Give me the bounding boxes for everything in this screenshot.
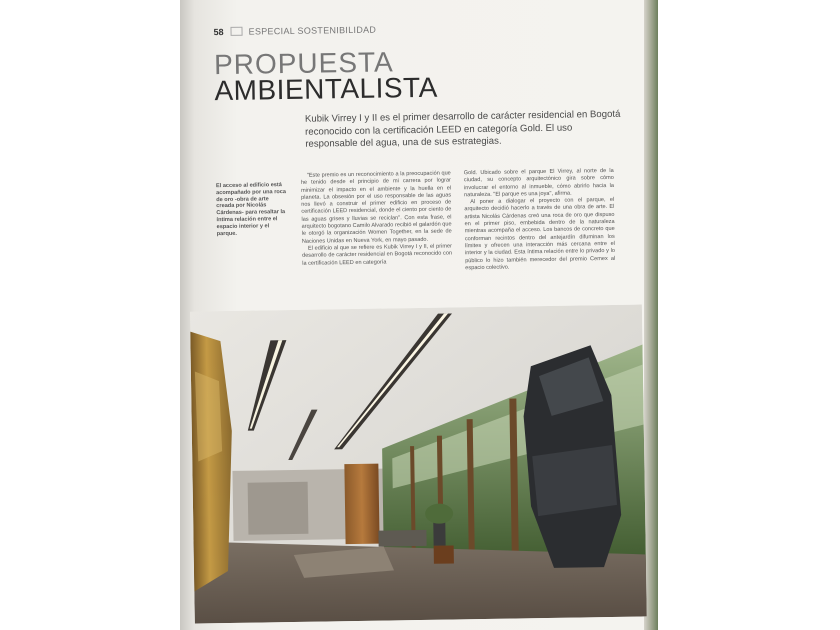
body-paragraph: Al poner a dialogar el proyecto con el parque, el arquitecto decidió hacerlo a través de una obra de arte. El artista Nicolás Cárdenas creó una roca de oro que dispuso en el primer piso, embebida dentro de la naturaleza mientras acompaña el acceso. Los bancos de concreto que conforman recintos dentro del antejardín difuminan los límites y ofrecen una interacción más cercana entre el interior y la ciudad. Esta íntima relación entre lo privado y lo público lo hizo también merecedor del premio Cemex al espacio colectivo. (464, 197, 616, 272)
page-number: 58 (213, 27, 224, 38)
section-marker-icon (230, 27, 242, 36)
body-paragraph: "Este premio es un reconocimiento a la preocupación que he tenido desde el principio de mi carrera por lograr minimizar el impacto en el ambiente y la huella en el planeta. La obsesión por el uso responsable de las aguas nos llevó a construir el primer edificio en proceso de certificación LEED residencial, donde el ciento por ciento de las aguas grises y lluvias se reciclan". Con esta frase, el arquitecto bogotano Camilo Alvarado recibió el galardón que le otorgó la organización Women Together, en la sede de Naciones Unidas en Nueva York, en mayo pasado. (300, 170, 452, 245)
body-paragraph: El edificio al que se refiere es Kubik Virrey I y II, el primer desarrollo de carácter residencial en Bogotá reconocido con la certificación LEED en categoría (302, 243, 453, 267)
page-folio (213, 25, 376, 38)
title-line-1: PROPUESTA (213, 46, 394, 81)
body-paragraph: Gold. Ubicado sobre el parque El Virrey, al norte de la ciudad, su concepto arquitectónico gira sobre cómo involucrar el entorno al inmueble, cómo abrirlo hacia la naturaleza. "El parque es una joya", afirma. (463, 167, 615, 199)
section-name: ESPECIAL SOSTENIBILIDAD (248, 24, 377, 37)
article-lead: Kubik Virrey I y II es el primer desarrollo de carácter residencial en Bogotá reconocido con la certificación LEED en categoría Gold. El uso responsable del agua, una de sus estrategias. (304, 108, 621, 150)
body-column-1 (301, 170, 452, 267)
body-column-2 (464, 168, 616, 272)
title-line-2: AMBIENTALISTA (214, 71, 438, 107)
lobby-photo (190, 304, 647, 623)
magazine-page (185, 4, 650, 623)
photo-caption: El acceso al edificio está acompañado por una roca de oro -obra de arte creada por Nicolás Cárdenas- para resaltar la íntima relación entre el espacio interior y el parque. (215, 182, 287, 237)
